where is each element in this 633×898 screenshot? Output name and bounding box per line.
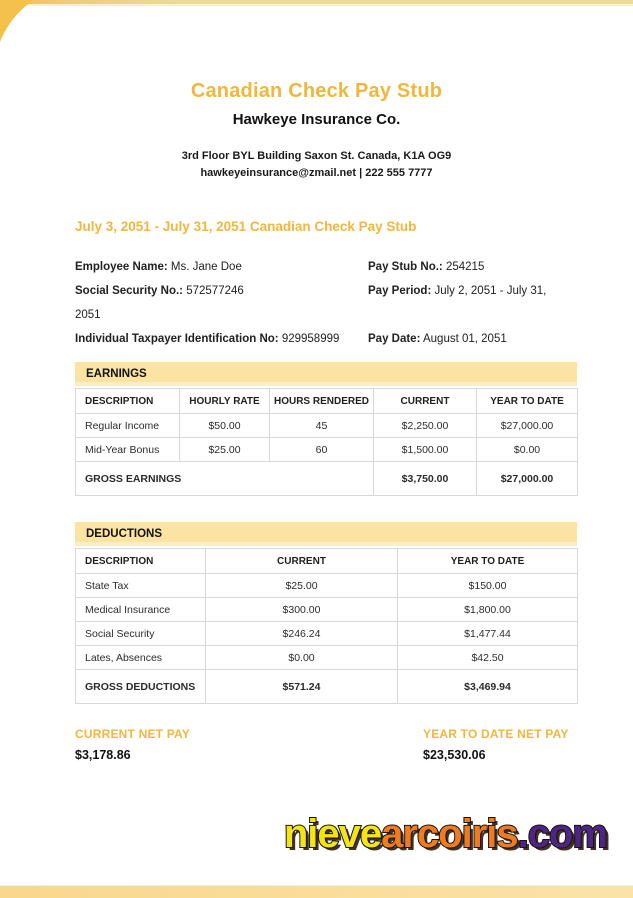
- pay-period-value-line2: 2051: [75, 309, 101, 321]
- gross-deductions-row: [76, 670, 578, 704]
- logo-text-com: .com: [517, 812, 607, 856]
- earnings-section-header: EARNINGS: [75, 362, 577, 386]
- paystub-no-value: 254215: [445, 261, 485, 273]
- deductions-section: [75, 522, 577, 704]
- earnings-header-row: [76, 389, 578, 414]
- employee-info-row: [75, 279, 576, 303]
- column-header: CURRENT: [374, 389, 477, 414]
- table-cell: Regular Income: [76, 414, 180, 438]
- ssn-field: [75, 279, 368, 303]
- itin-value: 929958999: [281, 333, 340, 345]
- deductions-row: [76, 574, 578, 598]
- pay-date-label: Pay Date:: [368, 333, 421, 345]
- pay-period-label: Pay Period:: [368, 285, 432, 297]
- table-cell: $27,000.00: [477, 414, 578, 438]
- column-header: YEAR TO DATE: [398, 549, 578, 574]
- table-cell: 60: [270, 438, 374, 462]
- deductions-row: [76, 622, 578, 646]
- column-header: DESCRIPTION: [76, 389, 180, 414]
- table-cell: Lates, Absences: [76, 646, 206, 670]
- employee-info-row: [75, 303, 576, 327]
- itin-label: Individual Taxpayer Identification No:: [75, 333, 279, 345]
- paystub-no-label: Pay Stub No.:: [368, 261, 443, 273]
- table-cell: Mid-Year Bonus: [76, 438, 180, 462]
- ytd-net-pay-label: YEAR TO DATE NET PAY: [423, 727, 569, 741]
- column-header: YEAR TO DATE: [477, 389, 578, 414]
- ytd-net-pay-value: $23,530.06: [423, 748, 486, 762]
- earnings-row: [76, 414, 578, 438]
- top-accent-bar: [0, 0, 633, 6]
- deductions-row: [76, 646, 578, 670]
- employee-info-row: [75, 327, 576, 351]
- deductions-section-header: DEDUCTIONS: [75, 522, 577, 546]
- table-cell: $300.00: [206, 598, 398, 622]
- pay-period-value-line1: July 2, 2051 - July 31,: [434, 285, 547, 297]
- ssn-label: Social Security No.:: [75, 285, 184, 297]
- earnings-table: [75, 388, 578, 496]
- document-title: Canadian Check Pay Stub: [190, 80, 443, 102]
- ssn-value: 572577246: [186, 285, 244, 297]
- table-cell: $246.24: [206, 622, 398, 646]
- paystub-no-field: [368, 255, 576, 279]
- nievearcoiris-watermark-logo: [284, 812, 607, 857]
- employee-name-field: [75, 255, 368, 279]
- gross-deductions-label: GROSS DEDUCTIONS: [76, 670, 206, 704]
- employee-info-row: [75, 255, 576, 279]
- gross-deductions-current: $571.24: [206, 670, 398, 704]
- net-pay-block: [75, 727, 576, 762]
- table-cell: $150.00: [398, 574, 578, 598]
- deductions-header-row: [76, 549, 578, 574]
- employee-name-value: Ms. Jane Doe: [170, 261, 242, 273]
- itin-field: [75, 327, 368, 351]
- pay-date-field: [368, 327, 576, 351]
- table-cell: $0.00: [206, 646, 398, 670]
- table-cell: State Tax: [76, 574, 206, 598]
- table-cell: $0.00: [477, 438, 578, 462]
- column-header: DESCRIPTION: [76, 549, 206, 574]
- bottom-accent-bar: [0, 885, 633, 898]
- deductions-row: [76, 598, 578, 622]
- column-header: CURRENT: [206, 549, 398, 574]
- earnings-row: [76, 438, 578, 462]
- company-name: Hawkeye Insurance Co.: [232, 111, 401, 128]
- current-net-pay: [75, 727, 423, 762]
- gross-earnings-ytd: $27,000.00: [477, 462, 578, 496]
- table-cell: $25.00: [206, 574, 398, 598]
- gross-earnings-row: [76, 462, 578, 496]
- employee-info-block: [75, 255, 576, 351]
- deductions-table: [75, 548, 578, 704]
- table-cell: $42.50: [398, 646, 578, 670]
- current-net-pay-label: CURRENT NET PAY: [75, 727, 191, 741]
- corner-wedge-decoration: [0, 0, 42, 42]
- table-cell: Medical Insurance: [76, 598, 206, 622]
- logo-text-arcoiris: arcoiris: [381, 812, 518, 856]
- table-cell: $25.00: [180, 438, 270, 462]
- logo-text-nieve: nieve: [283, 812, 382, 856]
- table-cell: 45: [270, 414, 374, 438]
- table-cell: $2,250.00: [374, 414, 477, 438]
- earnings-section: [75, 362, 577, 496]
- company-contact: hawkeyeinsurance@zmail.net | 222 555 7777: [200, 167, 433, 179]
- current-net-pay-value: $3,178.86: [75, 748, 131, 762]
- table-cell: $1,477.44: [398, 622, 578, 646]
- table-cell: Social Security: [76, 622, 206, 646]
- corner-wedge-icon: [0, 0, 42, 42]
- table-cell: $50.00: [180, 414, 270, 438]
- pay-date-value: August 01, 2051: [422, 333, 507, 345]
- column-header: HOURLY RATE: [180, 389, 270, 414]
- column-header: HOURS RENDERED: [270, 389, 374, 414]
- table-cell: $1,800.00: [398, 598, 578, 622]
- table-cell: $1,500.00: [374, 438, 477, 462]
- pay-period-field: [368, 279, 576, 303]
- gross-earnings-current: $3,750.00: [374, 462, 477, 496]
- employee-name-label: Employee Name:: [75, 261, 168, 273]
- pay-period-heading: July 3, 2051 - July 31, 2051 Canadian Check Pay Stub: [75, 219, 417, 234]
- ytd-net-pay: [423, 727, 576, 762]
- gross-earnings-label: GROSS EARNINGS: [76, 462, 374, 496]
- gross-deductions-ytd: $3,469.94: [398, 670, 578, 704]
- company-address: 3rd Floor BYL Building Saxon St. Canada, K1A OG9: [181, 150, 452, 162]
